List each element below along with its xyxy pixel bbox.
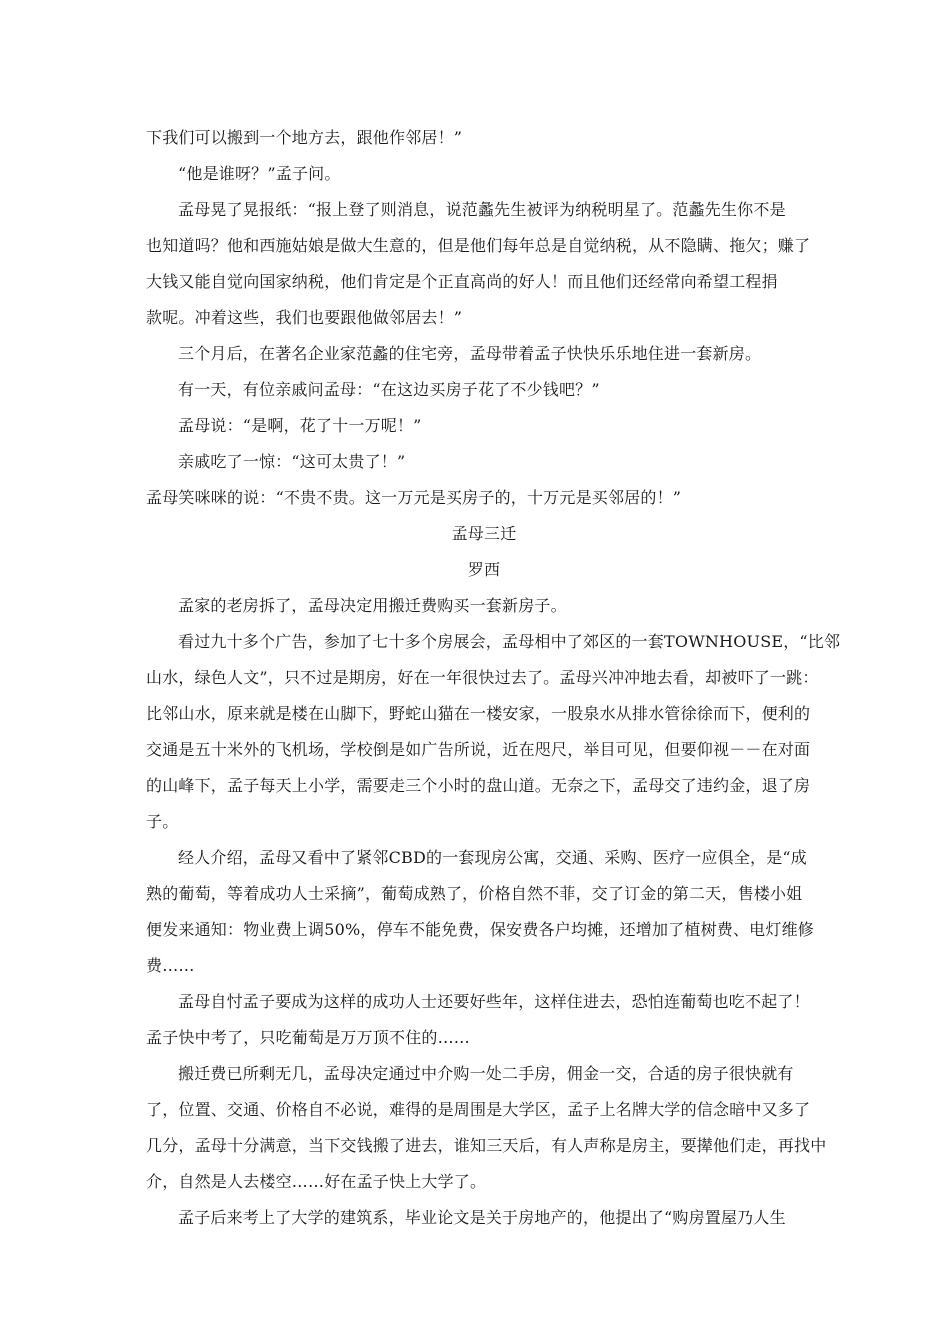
text-line: 几分，孟母十分满意，当下交钱搬了进去，谁知三天后，有人声称是房主，要撵他们走，再找中 [146, 1136, 827, 1155]
text-line: 孟母说：“是啊，花了十一万呢！” [178, 416, 422, 435]
text-line: “他是谁呀？”孟子问。 [178, 164, 341, 183]
text-line: 孟母自忖孟子要成为这样的成功人士还要好些年，这样住进去，恐怕连葡萄也吃不起了！ [178, 992, 810, 1011]
text-line: 亲戚吃了一惊：“这可太贵了！” [178, 452, 406, 471]
text-line: 孟母晃了晃报纸：“报上登了则消息，说范蠡先生被评为纳税明星了。范蠡先生你不是 [178, 200, 786, 219]
text-line: 子。 [146, 812, 179, 831]
text-line: 也知道吗？他和西施姑娘是做大生意的，但是他们每年总是自觉纳税，从不隐瞒、拖欠；赚了 [146, 236, 811, 255]
text-line: 三个月后，在著名企业家范蠡的住宅旁，孟母带着孟子快快乐乐地住进一套新房。 [178, 344, 762, 363]
article-author: 罗西 [467, 560, 501, 579]
text-line: 交通是五十米外的飞机场，学校倒是如广告所说，近在咫尺，举目可见，但要仰视－－在对面 [146, 740, 811, 759]
text-line: 了，位置、交通、价格自不必说，难得的是周围是大学区，孟子上名牌大学的信念暗中又多了 [146, 1100, 811, 1119]
text-line: 款呢。冲着这些，我们也要跟他做邻居去！” [146, 308, 463, 327]
top-section [146, 120, 822, 516]
document-page [146, 120, 841, 1236]
text-line: 看过九十多个广告，参加了七十多个房展会，孟母相中了郊区的一套TOWNHOUSE，“比邻 [178, 632, 841, 651]
text-line: 孟母笑咪咪的说：“不贵不贵。这一万元是买房子的，十万元是买邻居的！” [146, 488, 682, 507]
article-title: 孟母三迁 [451, 524, 517, 543]
text-line: 下我们可以搬到一个地方去，跟他作邻居！” [146, 128, 463, 147]
text-line: 熟的葡萄，等着成功人士采摘”，葡萄成熟了，价格自然不菲，交了订金的第二天，售楼小姐 [146, 884, 803, 903]
text-line: 的山峰下，孟子每天上小学，需要走三个小时的盘山道。无奈之下，孟母交了违约金，退了房 [146, 776, 811, 795]
text-line: 便发来通知：物业费上调50%，停车不能免费，保安费各户均摊，还增加了植树费、电灯维修 [146, 920, 814, 939]
text-line: 有一天，有位亲戚问孟母：“在这边买房子花了不少钱吧？” [178, 380, 600, 399]
text-line: 孟子后来考上了大学的建筑系，毕业论文是关于房地产的，他提出了“购房置屋乃人生 [178, 1208, 786, 1227]
text-line: 比邻山水，原来就是楼在山脚下，野蛇山猫在一楼安家，一股泉水从排水管徐徐而下，便利的 [146, 704, 811, 723]
text-line: 经人介绍，孟母又看中了紧邻CBD的一套现房公寓，交通、采购、医疗一应俱全，是“成 [178, 848, 808, 867]
article [146, 516, 841, 1236]
text-line: 山水，绿色人文”，只不过是期房，好在一年很快过去了。孟母兴冲冲地去看，却被吓了一跳： [146, 668, 819, 687]
text-line: 大钱又能自觉向国家纳税，他们肯定是个正直高尚的好人！而且他们还经常向希望工程捐 [146, 272, 778, 291]
text-line: 介，自然是人去楼空……好在孟子快上大学了。 [146, 1172, 487, 1191]
text-line: 费…… [146, 956, 195, 975]
text-line: 搬迁费已所剩无几，孟母决定通过中介购一处二手房，佣金一交，合适的房子很快就有 [178, 1064, 794, 1083]
text-line: 孟家的老房拆了，孟母决定用搬迁费购买一套新房子。 [178, 596, 567, 615]
text-line: 孟子快中考了，只吃葡萄是万万顶不住的…… [146, 1028, 471, 1047]
